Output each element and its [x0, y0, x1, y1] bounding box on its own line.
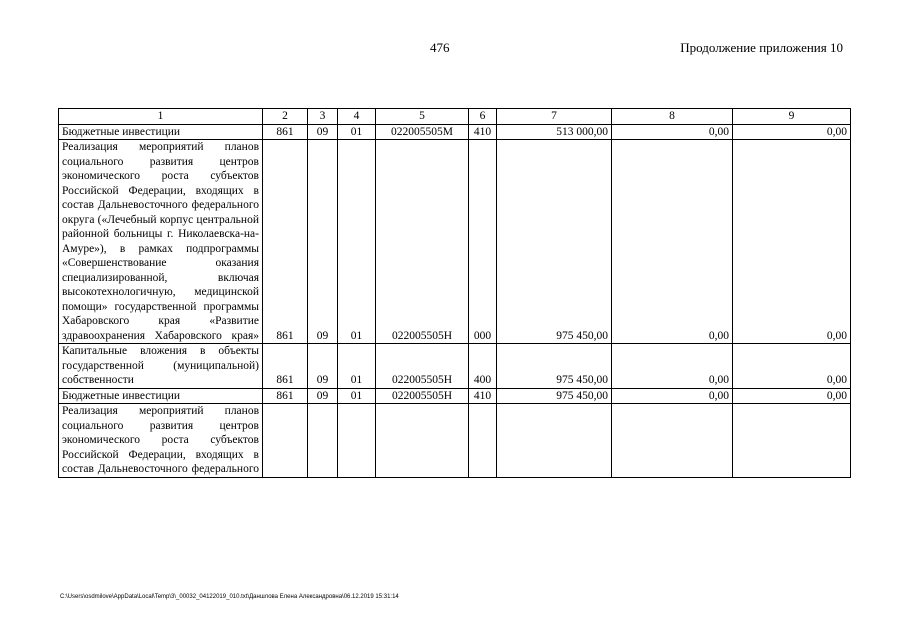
column-header: 2 — [263, 109, 308, 125]
table-row — [59, 140, 851, 344]
cell-ministry-code: 861 — [263, 140, 308, 344]
cell-amount — [497, 404, 612, 478]
cell-expense-type — [469, 404, 497, 478]
cell-amount: 975 450,00 — [497, 388, 612, 404]
cell-amount: 0,00 — [612, 388, 733, 404]
row-name: Реализация мероприятий планов социального развития центров экономического роста субъектов Российской Федерации, входящих в состав Дальневосточного федерального — [59, 404, 263, 478]
cell-amount: 975 450,00 — [497, 140, 612, 344]
file-path-footer: C:\Users\osdmilove\AppData\Local\Temp\3\_00032_04122019_010.txt\Даншлова Елена Александровна\06.12.2019 15:31:14 — [60, 594, 399, 600]
cell-ministry-code: 861 — [263, 344, 308, 389]
cell-subsection — [338, 404, 376, 478]
cell-section: 09 — [308, 388, 338, 404]
cell-section: 09 — [308, 140, 338, 344]
cell-amount: 0,00 — [612, 140, 733, 344]
column-header: 9 — [733, 109, 851, 125]
cell-expense-type: 400 — [469, 344, 497, 389]
column-header: 4 — [338, 109, 376, 125]
column-header: 6 — [469, 109, 497, 125]
cell-ministry-code: 861 — [263, 124, 308, 140]
cell-expense-type: 410 — [469, 124, 497, 140]
cell-amount — [733, 404, 851, 478]
column-header: 8 — [612, 109, 733, 125]
column-header: 5 — [376, 109, 469, 125]
cell-target-item: 022005505М — [376, 124, 469, 140]
column-header: 7 — [497, 109, 612, 125]
cell-target-item: 022005505Н — [376, 388, 469, 404]
cell-section: 09 — [308, 124, 338, 140]
cell-expense-type: 000 — [469, 140, 497, 344]
cell-amount: 0,00 — [612, 124, 733, 140]
row-name: Бюджетные инвестиции — [59, 124, 263, 140]
cell-amount: 0,00 — [733, 140, 851, 344]
cell-amount: 513 000,00 — [497, 124, 612, 140]
cell-amount: 0,00 — [733, 124, 851, 140]
cell-amount: 975 450,00 — [497, 344, 612, 389]
cell-target-item — [376, 404, 469, 478]
cell-section: 09 — [308, 344, 338, 389]
header-row — [59, 109, 851, 125]
row-name: Реализация мероприятий планов социального развития центров экономического роста субъектов Российской Федерации, входящих в состав Дальневосточного федерального округа («Лечебный корпус центральной районной больницы г. Николаевска-на-Амуре»), в рамках подпрограммы «Совершенствование оказания специализированной, включая высокотехнологичную, медицинской помощи» государственной программы Хабаровского края «Развитие здравоохранения Хабаровского края» — [59, 140, 263, 344]
cell-amount: 0,00 — [733, 344, 851, 389]
table-row — [59, 404, 851, 478]
cell-section — [308, 404, 338, 478]
column-header: 1 — [59, 109, 263, 125]
cell-subsection: 01 — [338, 124, 376, 140]
cell-ministry-code — [263, 404, 308, 478]
row-name: Бюджетные инвестиции — [59, 388, 263, 404]
cell-amount: 0,00 — [733, 388, 851, 404]
cell-target-item: 022005505Н — [376, 344, 469, 389]
appendix-caption: Продолжение приложения 10 — [680, 40, 843, 55]
cell-subsection: 01 — [338, 140, 376, 344]
cell-ministry-code: 861 — [263, 388, 308, 404]
cell-amount: 0,00 — [612, 344, 733, 389]
table-row — [59, 124, 851, 140]
cell-target-item: 022005505Н — [376, 140, 469, 344]
cell-subsection: 01 — [338, 344, 376, 389]
row-name: Капитальные вложения в объекты государственной (муниципальной) собственности — [59, 344, 263, 389]
page-number: 476 — [430, 40, 450, 55]
column-header: 3 — [308, 109, 338, 125]
cell-amount — [612, 404, 733, 478]
cell-subsection: 01 — [338, 388, 376, 404]
table-row — [59, 388, 851, 404]
table-row — [59, 344, 851, 389]
cell-expense-type: 410 — [469, 388, 497, 404]
budget-table — [58, 108, 851, 478]
